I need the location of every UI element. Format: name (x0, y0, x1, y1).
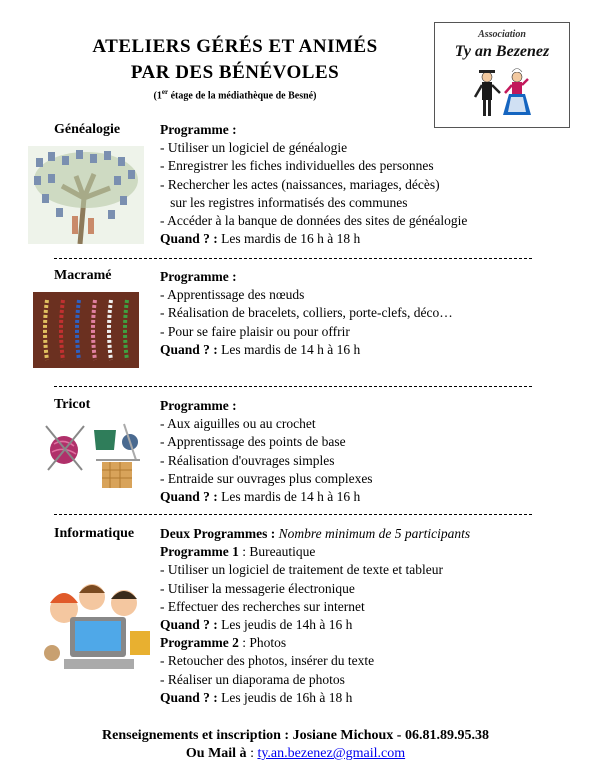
section-separator (54, 514, 532, 515)
when-value: Les mardis de 14 h à 16 h (217, 341, 361, 357)
program2-line (160, 634, 470, 652)
genealogie-when (160, 230, 467, 248)
page-title-line1: ATELIERS GÉRÉS ET ANIMÉS (92, 36, 378, 57)
macrame-bracelets-image (33, 292, 139, 368)
genealogie-program (160, 121, 467, 248)
mail-label: Ou Mail à (185, 746, 247, 761)
kids-computer-image (44, 583, 156, 675)
section-title-macrame: Macramé (54, 268, 112, 283)
list-item: - Utiliser un logiciel de traitement de texte et tableur (160, 562, 444, 578)
page-subtitle (0, 88, 470, 101)
list-item: - Utiliser un logiciel de généalogie (160, 140, 348, 156)
list-item: - Réalisation d'ouvrages simples (160, 452, 335, 468)
association-logo (434, 22, 570, 128)
program2-when (160, 689, 470, 707)
when-label: Quand ? : (160, 617, 218, 633)
section-separator (54, 386, 532, 387)
list-item: - Apprentissage des points de base (160, 434, 346, 450)
section-title-tricot: Tricot (54, 397, 91, 412)
list-item: - Utiliser la messagerie électronique (160, 580, 355, 596)
list-item: - Accéder à la banque de données des sites de généalogie (160, 213, 468, 229)
informatique-program (160, 525, 470, 707)
macrame-heading: Programme : (160, 269, 237, 284)
breton-couple-illustration (465, 67, 541, 123)
when-label: Quand ? : (160, 231, 218, 247)
when-value: Les jeudis de 14h à 16 h (217, 617, 353, 633)
when-label: Quand ? : (160, 341, 218, 357)
tricot-program (160, 397, 373, 506)
informatique-note: Nombre minimum de 5 participants (275, 526, 471, 541)
contact-line: Renseignements et inscription : Josiane Michoux - 06.81.89.95.38 (102, 728, 489, 743)
when-value: Les jeudis de 16h à 18 h (217, 689, 353, 705)
when-label: Quand ? : (160, 689, 218, 705)
subtitle-post: étage de la médiathèque de Besné) (168, 90, 317, 102)
list-item: - Entraide sur ouvrages plus complexes (160, 470, 373, 486)
email-link[interactable]: ty.an.bezenez@gmail.com (257, 746, 406, 761)
list-item: - Effectuer des recherches sur internet (160, 598, 365, 614)
tricot-heading: Programme : (160, 398, 237, 413)
program2-label: Programme 2 (160, 635, 239, 651)
list-item: - Retoucher des photos, insérer du texte (160, 653, 375, 669)
informatique-heading: Deux Programmes : (160, 526, 276, 541)
list-item: - Réalisation de bracelets, colliers, porte-clefs, déco… (160, 305, 453, 321)
mail-separator: : (246, 746, 258, 761)
program1-line (160, 543, 470, 561)
family-tree-image (28, 146, 144, 244)
list-item: - Pour se faire plaisir ou pour offrir (160, 323, 350, 339)
tricot-when (160, 488, 373, 506)
page-title-line2: PAR DES BÉNÉVOLES (130, 62, 340, 83)
informatique-heading-line (160, 525, 470, 543)
list-item: - Apprentissage des nœuds (160, 287, 305, 303)
list-item: - Aux aiguilles ou au crochet (160, 416, 316, 432)
when-value: Les mardis de 14 h à 16 h (217, 489, 361, 505)
program2-value: : Photos (238, 635, 287, 651)
list-item: - Réaliser un diaporama de photos (160, 671, 345, 687)
when-label: Quand ? : (160, 489, 218, 505)
section-separator (54, 258, 532, 259)
program1-when (160, 616, 470, 634)
macrame-program (160, 268, 453, 359)
macrame-when (160, 341, 453, 359)
logo-line2: Ty an Bezenez (454, 43, 550, 60)
knitting-yarn-image (42, 420, 148, 496)
program1-label: Programme 1 (160, 544, 239, 560)
subtitle-sup: er (161, 88, 169, 96)
list-item: sur les registres informatisés des communes (160, 194, 408, 210)
section-title-genealogie: Généalogie (54, 122, 121, 137)
list-item: - Enregistrer les fiches individuelles des personnes (160, 158, 434, 174)
list-item: - Rechercher les actes (naissances, mariages, décès) (160, 176, 440, 192)
mail-line (0, 746, 591, 762)
subtitle-pre: (1 (153, 90, 162, 102)
when-value: Les mardis de 16 h à 18 h (217, 231, 361, 247)
genealogie-heading: Programme : (160, 122, 237, 137)
section-title-informatique: Informatique (54, 526, 135, 541)
logo-line1: Association (478, 29, 526, 40)
program1-value: : Bureautique (238, 544, 316, 560)
